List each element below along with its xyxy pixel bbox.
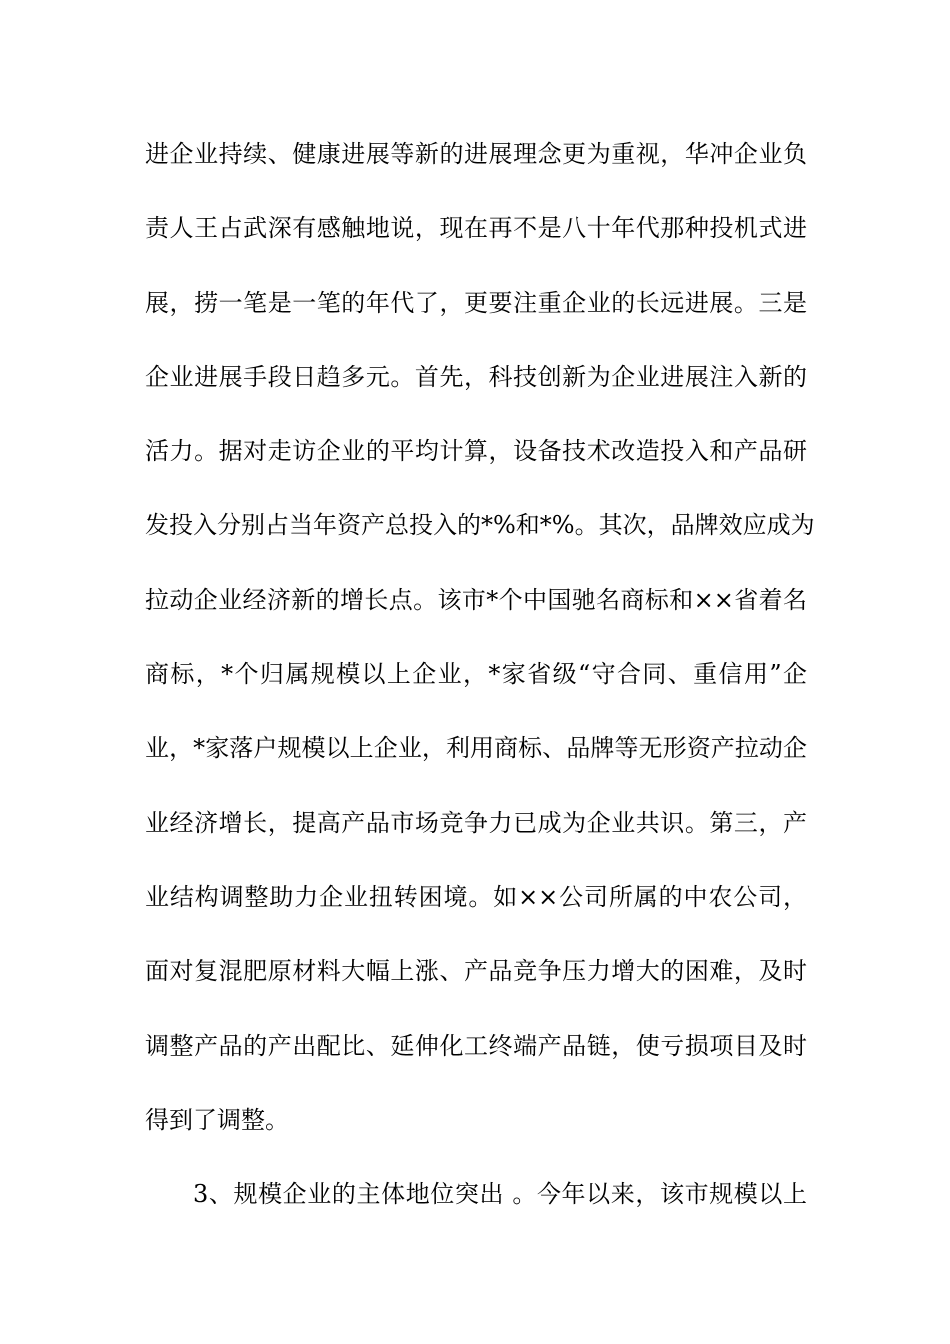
text-line: 业经济增长，提高产品市场竞争力已成为企业共识。第三，产 xyxy=(145,808,807,837)
text-line: 业，*家落户规模以上企业，利用商标、品牌等无形资产拉动企 xyxy=(145,734,807,763)
section-heading-line: 3、规模企业的主体地位突出 。今年以来，该市规模以上 xyxy=(193,1180,807,1209)
text-line: 展，捞一笔是一笔的年代了，更要注重企业的长远进展。三是 xyxy=(145,288,807,317)
body-text xyxy=(145,126,815,1240)
text-line: 进企业持续、健康进展等新的进展理念更为重视，华冲企业负 xyxy=(145,140,807,168)
text-line: 商标，*个归属规模以上企业，*家省级“守合同、重信用”企 xyxy=(145,660,807,689)
text-line: 活力。据对走访企业的平均计算，设备技术改造投入和产品研 xyxy=(145,437,807,466)
text-line: 发投入分别占当年资产总投入的*%和*%。其次，品牌效应成为 xyxy=(145,511,815,540)
text-line: 调整产品的产出配比、延伸化工终端产品链，使亏损项目及时 xyxy=(145,1031,807,1060)
paragraph-end-line: 得到了调整。 xyxy=(145,1105,289,1134)
text-line: 企业进展手段日趋多元。首先，科技创新为企业进展注入新的 xyxy=(145,362,807,391)
text-line: 面对复混肥原材料大幅上涨、产品竞争压力增大的困难，及时 xyxy=(145,957,807,986)
text-line: 拉动企业经济新的增长点。该市*个中国驰名商标和××省着名 xyxy=(145,585,807,614)
text-line: 责人王占武深有感触地说，现在再不是八十年代那种投机式进 xyxy=(145,214,807,243)
text-line: 业结构调整助力企业扭转困境。如××公司所属的中农公司， xyxy=(145,882,807,911)
